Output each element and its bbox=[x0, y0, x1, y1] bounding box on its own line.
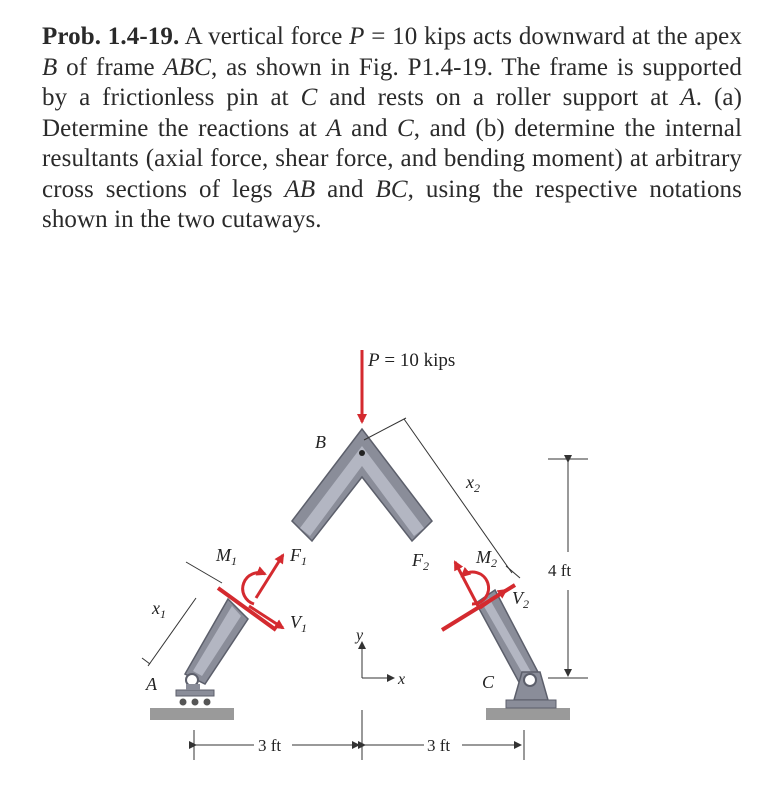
text-seg: A vertical force bbox=[179, 23, 350, 50]
var-ABC: ABC bbox=[163, 53, 211, 81]
problem-number: Prob. 1.4-19. bbox=[42, 23, 180, 50]
label-dim-left: 3 ft bbox=[258, 736, 282, 755]
text-seg: of frame bbox=[57, 53, 164, 81]
text-seg: , and (b) determine the internal resultants (axial force, shear force, and bending moment) at arbitrary cross sections of legs bbox=[42, 114, 742, 203]
dim-horizontal bbox=[194, 710, 524, 760]
text-seg: = 10 kips acts downward at the apex bbox=[364, 23, 742, 50]
var-AB: AB bbox=[284, 175, 316, 203]
label-V1: $V_1$ bbox=[290, 612, 307, 635]
var-A: A bbox=[326, 114, 342, 142]
leg-AB bbox=[185, 599, 248, 684]
var-P: P bbox=[349, 23, 365, 50]
var-A: A bbox=[680, 84, 696, 111]
text-seg: and rests on a roller support at bbox=[317, 84, 681, 111]
ground-left bbox=[150, 708, 234, 720]
text-seg: and bbox=[315, 175, 376, 203]
apex-member bbox=[292, 429, 432, 541]
label-F2: $F_2$ bbox=[412, 550, 429, 573]
force-F1-arrow bbox=[256, 555, 283, 598]
var-B: B bbox=[42, 53, 58, 81]
text-seg: and bbox=[341, 114, 397, 142]
label-axis-y: y bbox=[356, 627, 364, 644]
label-dim-height: 4 ft bbox=[548, 561, 572, 580]
label-V2: $V_2$ bbox=[512, 588, 529, 611]
var-BC: BC bbox=[375, 175, 408, 203]
text-seg: , as shown in Fig. P1.4-19. The frame is supported by a frictionless pin at bbox=[42, 53, 743, 111]
label-M2: $M_2$ bbox=[476, 547, 497, 570]
label-M1: $M_1$ bbox=[216, 545, 237, 568]
label-x2: $x_2$ bbox=[466, 472, 480, 495]
label-A: A bbox=[146, 674, 157, 694]
label-axis-x: x bbox=[398, 671, 406, 688]
label-B: B bbox=[315, 432, 326, 452]
force-F2-arrow bbox=[455, 562, 478, 606]
pin-B bbox=[359, 450, 365, 456]
ground-right bbox=[486, 708, 570, 720]
label-dim-right: 3 ft bbox=[427, 736, 451, 755]
label-P: P = 10 kips bbox=[368, 350, 456, 371]
label-x1: $x_1$ bbox=[152, 598, 166, 621]
label-C: C bbox=[482, 672, 495, 692]
text-seg: . (a) Determine the reactions at bbox=[42, 84, 742, 142]
var-C: C bbox=[397, 114, 414, 142]
pin-support-C bbox=[506, 672, 556, 708]
var-C: C bbox=[300, 84, 318, 111]
coordinate-axes bbox=[362, 642, 394, 678]
text-seg: , using the respective notations shown in the two cutaways. bbox=[42, 175, 742, 233]
label-F1: $F_1$ bbox=[290, 545, 307, 568]
